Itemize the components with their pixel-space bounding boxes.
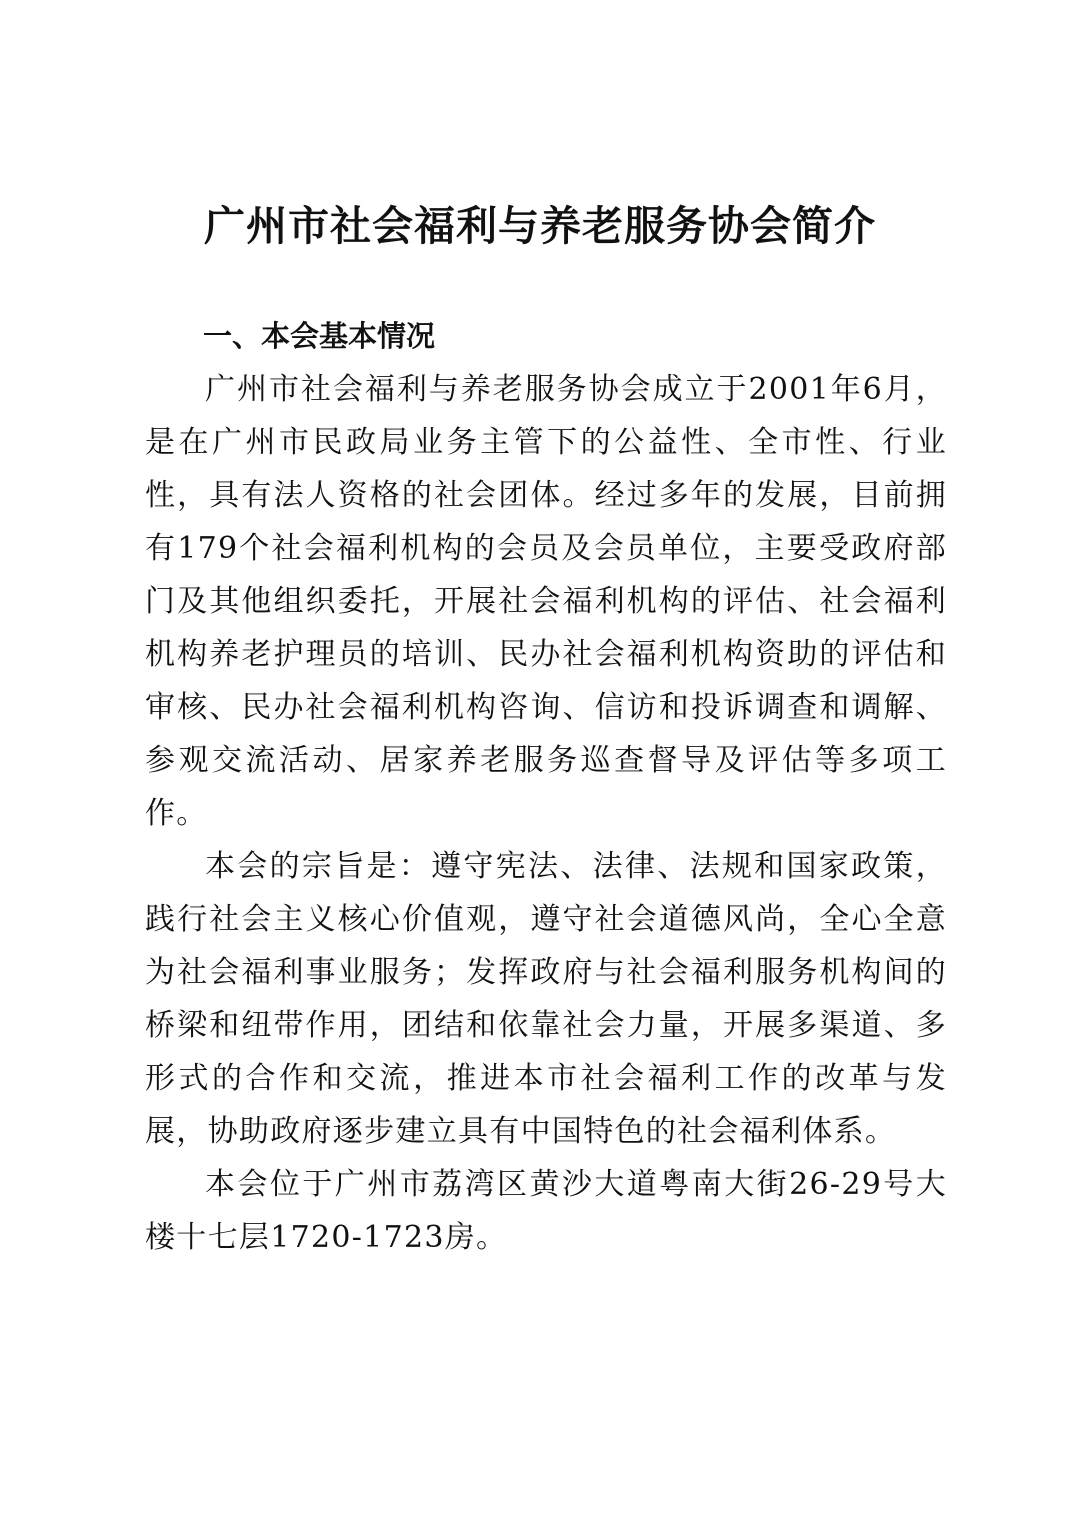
paragraph-purpose: 本会的宗旨是：遵守宪法、法律、法规和国家政策，践行社会主义核心价值观，遵守社会道德风尚，全心全意为社会福利事业服务；发挥政府与社会福利服务机构间的桥梁和纽带作用，团结和依靠社会力量，开展多渠道、多形式的合作和交流，推进本市社会福利工作的改革与发展，协助政府逐步建立具有中国特色的社会福利体系。 bbox=[145, 849, 947, 1149]
paragraph-address: 本会位于广州市荔湾区黄沙大道粤南大街26-29号大楼十七层1720-1723房。 bbox=[145, 1167, 947, 1255]
document-body bbox=[145, 310, 947, 1264]
section-heading: 一、本会基本情况 bbox=[203, 319, 436, 353]
document-title: 广州市社会福利与养老服务协会简介 bbox=[204, 202, 876, 250]
paragraph-basic-info: 广州市社会福利与养老服务协会成立于2001年6月，是在广州市民政局业务主管下的公益性、全市性、行业性，具有法人资格的社会团体。经过多年的发展，目前拥有179个社会福利机构的会员及会员单位，主要受政府部门及其他组织委托，开展社会福利机构的评估、社会福利机构养老护理员的培训、民办社会福利机构资助的评估和审核、民办社会福利机构咨询、信访和投诉调查和调解、参观交流活动、居家养老服务巡查督导及评估等多项工作。 bbox=[145, 372, 947, 831]
